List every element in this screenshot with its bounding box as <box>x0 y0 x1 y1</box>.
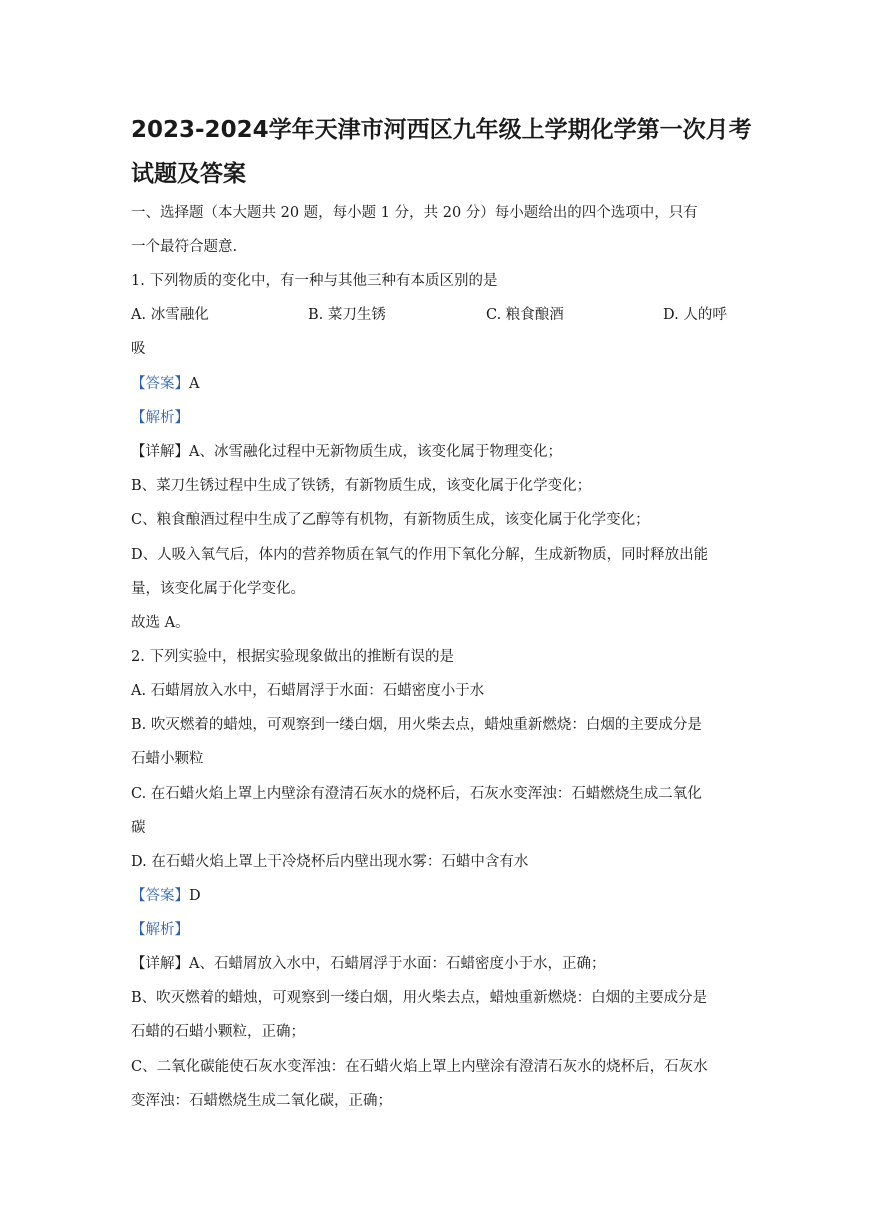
question-2-detail-c-continued: 变浑浊：石蜡燃烧生成二氧化碳，正确； <box>131 1093 392 1109</box>
question-2-option-b-continued: 石蜡小颗粒 <box>131 751 204 767</box>
answer-tag: 【答案】 <box>131 376 189 392</box>
question-2-option-a: A. 石蜡屑放入水中，石蜡屑浮于水面：石蜡密度小于水 <box>131 683 485 699</box>
detail-text: A、冰雪融化过程中无新物质生成，该变化属于物理变化； <box>189 444 562 460</box>
question-1-option-d-wrap: 吸 <box>131 341 146 357</box>
question-1-detail-d: D、人吸入氧气后，体内的营养物质在氧气的作用下氧化分解，生成新物质，同时释放出能 <box>131 547 709 563</box>
question-1-detail-b: B、菜刀生锈过程中生成了铁锈，有新物质生成，该变化属于化学变化； <box>131 478 592 494</box>
detail-text: A、石蜡屑放入水中，石蜡屑浮于水面：石蜡密度小于水，正确； <box>189 956 606 972</box>
question-1-answer <box>131 374 199 394</box>
question-1-option-a: A. 冰雪融化 <box>131 307 209 323</box>
question-2-detail-a <box>131 954 605 974</box>
document-title: 2023-2024学年天津市河西区九年级上学期化学第一次月考 <box>131 117 752 143</box>
question-1-stem: 1. 下列物质的变化中，有一种与其他三种有本质区别的是 <box>131 273 498 289</box>
section-heading: 一、选择题（本大题共 20 题，每小题 1 分，共 20 分）每小题给出的四个选项中，只有 <box>131 205 698 221</box>
question-1-option-c: C. 粮食酿酒 <box>486 307 564 323</box>
detail-tag: 【详解】 <box>131 444 189 460</box>
question-2-option-c: C. 在石蜡火焰上罩上内壁涂有澄清石灰水的烧杯后，石灰水变浑浊：石蜡燃烧生成二氧化 <box>131 786 702 802</box>
section-heading-continued: 一个最符合题意. <box>131 239 238 255</box>
question-2-option-b: B. 吹灭燃着的蜡烛，可观察到一缕白烟，用火柴去点，蜡烛重新燃烧：白烟的主要成分是 <box>131 717 702 733</box>
question-1-detail-c: C、粮食酿酒过程中生成了乙醇等有机物，有新物质生成，该变化属于化学变化； <box>131 512 650 528</box>
question-2-answer <box>131 886 201 906</box>
question-1-detail-a <box>131 442 562 462</box>
question-1-analysis-tag: 【解析】 <box>131 410 189 426</box>
question-2-detail-c: C、二氧化碳能使石灰水变浑浊：在石蜡火焰上罩上内壁涂有澄清石灰水的烧杯后，石灰水 <box>131 1059 708 1075</box>
document-title-continued: 试题及答案 <box>131 161 246 187</box>
question-2-option-d: D. 在石蜡火焰上罩上干冷烧杯后内壁出现水雾：石蜡中含有水 <box>131 854 529 870</box>
question-2-analysis-tag: 【解析】 <box>131 922 189 938</box>
question-1-conclusion: 故选 A。 <box>131 615 190 631</box>
answer-value: D <box>189 888 201 904</box>
question-2-detail-b-continued: 石蜡的石蜡小颗粒，正确； <box>131 1024 305 1040</box>
question-1-detail-d-continued: 量，该变化属于化学变化。 <box>131 581 305 597</box>
answer-value: A <box>189 376 200 392</box>
answer-tag: 【答案】 <box>131 888 189 904</box>
question-2-stem: 2. 下列实验中，根据实验现象做出的推断有误的是 <box>131 649 454 665</box>
detail-tag: 【详解】 <box>131 956 189 972</box>
question-1-option-b: B. 菜刀生锈 <box>308 307 386 323</box>
question-2-detail-b: B、吹灭燃着的蜡烛，可观察到一缕白烟，用火柴去点，蜡烛重新燃烧：白烟的主要成分是 <box>131 990 708 1006</box>
question-1-option-d: D. 人的呼 <box>663 307 727 323</box>
question-2-option-c-continued: 碳 <box>131 820 146 836</box>
